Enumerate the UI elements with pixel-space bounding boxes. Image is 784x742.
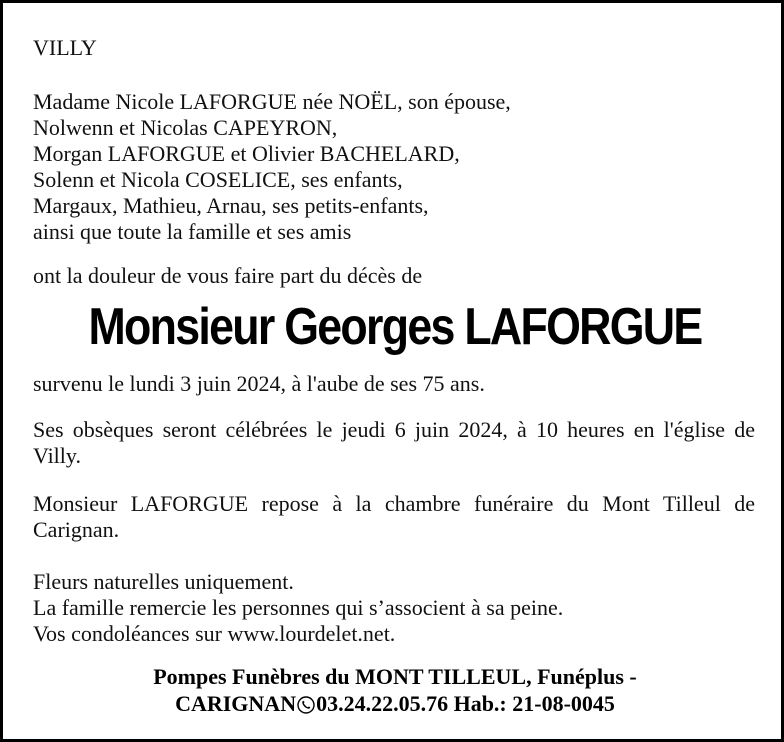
closing-line: La famille remercie les personnes qui s’associent à sa peine. bbox=[33, 595, 564, 620]
resting-place-info: Monsieur LAFORGUE repose à la chambre funéraire du Mont Tilleul de Carignan. bbox=[33, 491, 755, 542]
funeral-home-name: Pompes Funèbres du MONT TILLEUL, Funéplus - bbox=[153, 664, 637, 689]
funeral-info: Ses obsèques seront célébrées le jeudi 6 juin 2024, à 10 heures en l'église de Villy. bbox=[33, 417, 755, 468]
family-line: Nolwenn et Nicolas CAPEYRON, bbox=[33, 115, 338, 140]
funeral-home-phone: 03.24.22.05.76 bbox=[316, 691, 449, 716]
family-line: Madame Nicole LAFORGUE née NOËL, son épouse, bbox=[33, 89, 511, 114]
announcement-intro: ont la douleur de vous faire part du décès de bbox=[33, 263, 423, 288]
town-name: VILLY bbox=[33, 35, 97, 60]
funeral-home-license: Hab.: 21-08-0045 bbox=[453, 691, 615, 716]
closing-line: Fleurs naturelles uniquement. bbox=[33, 569, 294, 594]
funeral-home-place: CARIGNAN bbox=[175, 691, 297, 716]
death-info: survenu le lundi 3 juin 2024, à l'aube de ses 75 ans. bbox=[33, 371, 485, 396]
family-line: Margaux, Mathieu, Arnau, ses petits-enfants, bbox=[33, 193, 429, 218]
family-list bbox=[33, 89, 755, 245]
family-line: Morgan LAFORGUE et Olivier BACHELARD, bbox=[33, 141, 460, 166]
closing-lines bbox=[33, 569, 755, 647]
family-line: Solenn et Nicola COSELICE, ses enfants, bbox=[33, 167, 403, 192]
closing-line: Vos condoléances sur www.lourdelet.net. bbox=[33, 621, 396, 646]
phone-icon bbox=[297, 693, 315, 711]
funeral-home-footer bbox=[3, 663, 784, 717]
deceased-name: Monsieur Georges LAFORGUE bbox=[88, 298, 702, 356]
family-line: ainsi que toute la famille et ses amis bbox=[33, 219, 352, 244]
funeral-home-contact bbox=[3, 690, 784, 717]
